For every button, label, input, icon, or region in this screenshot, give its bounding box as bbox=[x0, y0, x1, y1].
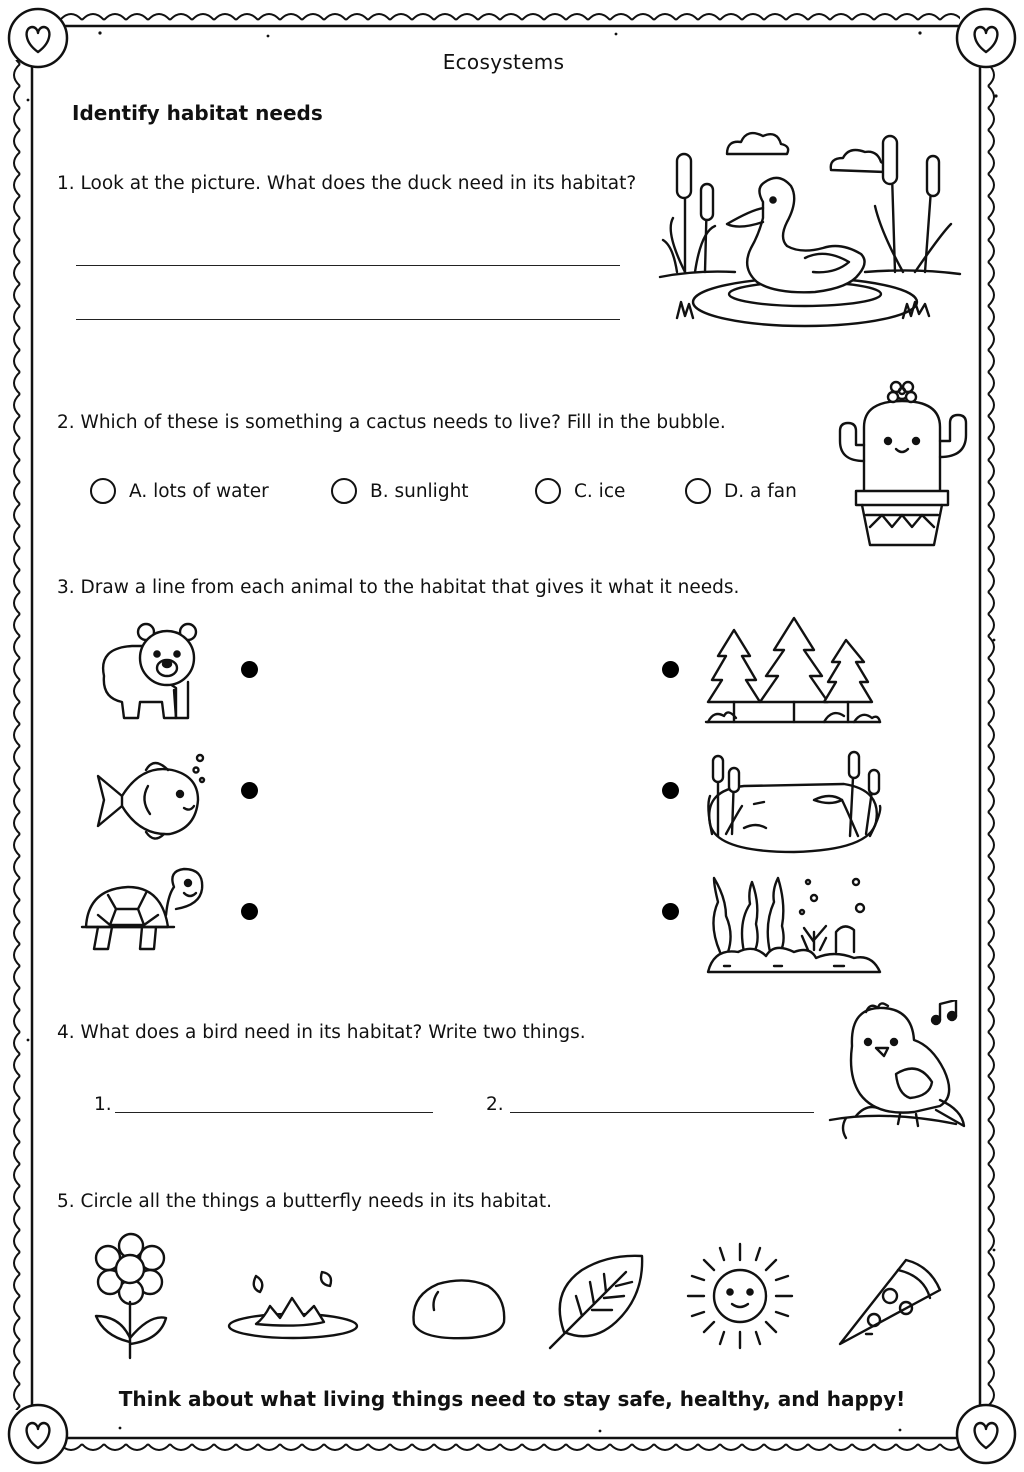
q2-choice-c[interactable] bbox=[535, 478, 625, 504]
match-dot-fish[interactable] bbox=[241, 782, 258, 799]
page-title: Ecosystems bbox=[442, 50, 565, 74]
pizza-icon[interactable] bbox=[836, 1254, 944, 1350]
rock-icon[interactable] bbox=[408, 1276, 508, 1342]
q2-choice-d-label: D. a fan bbox=[724, 480, 797, 502]
question-1-text: 1. Look at the picture. What does the duck need in its habitat? bbox=[57, 173, 637, 194]
q2-choice-b-label: B. sunlight bbox=[370, 480, 469, 502]
match-dot-ocean[interactable] bbox=[662, 903, 679, 920]
duck-in-pond-icon bbox=[655, 122, 965, 332]
fish-icon bbox=[92, 750, 212, 845]
q2-choice-b[interactable] bbox=[331, 478, 469, 504]
q4-blank-1-label: 1. bbox=[94, 1094, 112, 1115]
q4-blank-2-label: 2. bbox=[486, 1094, 504, 1115]
match-dot-turtle[interactable] bbox=[241, 903, 258, 920]
question-5-text: 5. Circle all the things a butterfly needs in its habitat. bbox=[57, 1191, 552, 1212]
turtle-icon bbox=[78, 865, 208, 960]
answer-bubble[interactable] bbox=[331, 478, 357, 504]
match-dot-forest[interactable] bbox=[662, 661, 679, 678]
question-2-text: 2. Which of these is something a cactus needs to live? Fill in the bubble. bbox=[57, 412, 726, 433]
q1-answer-line-2[interactable] bbox=[76, 319, 620, 320]
match-dot-pond[interactable] bbox=[662, 782, 679, 799]
match-dot-bear[interactable] bbox=[241, 661, 258, 678]
answer-bubble[interactable] bbox=[90, 478, 116, 504]
answer-bubble[interactable] bbox=[535, 478, 561, 504]
q2-choice-d[interactable] bbox=[685, 478, 797, 504]
water-puddle-icon[interactable] bbox=[226, 1268, 360, 1340]
q1-answer-line-1[interactable] bbox=[76, 265, 620, 266]
q2-choice-a-label: A. lots of water bbox=[129, 480, 269, 502]
question-4-text: 4. What does a bird need in its habitat? Write two things. bbox=[57, 1022, 586, 1043]
pond-icon bbox=[704, 746, 884, 856]
footer-message: Think about what living things need to stay safe, healthy, and happy! bbox=[118, 1387, 906, 1411]
ocean-reef-icon bbox=[704, 872, 884, 977]
bear-icon bbox=[92, 618, 212, 728]
sun-icon[interactable] bbox=[684, 1240, 796, 1352]
forest-icon bbox=[704, 614, 884, 726]
q2-choice-c-label: C. ice bbox=[574, 480, 626, 502]
answer-bubble[interactable] bbox=[685, 478, 711, 504]
flower-icon[interactable] bbox=[90, 1232, 172, 1362]
q4-answer-line-2[interactable] bbox=[510, 1112, 814, 1113]
q4-answer-line-1[interactable] bbox=[115, 1112, 433, 1113]
question-3-text: 3. Draw a line from each animal to the habitat that gives it what it needs. bbox=[57, 577, 740, 598]
q2-choice-a[interactable] bbox=[90, 478, 269, 504]
cactus-in-pot-icon bbox=[830, 375, 975, 555]
leaf-icon[interactable] bbox=[546, 1252, 646, 1352]
worksheet-subtitle: Identify habitat needs bbox=[72, 101, 323, 125]
bird-on-branch-icon bbox=[826, 1000, 971, 1150]
